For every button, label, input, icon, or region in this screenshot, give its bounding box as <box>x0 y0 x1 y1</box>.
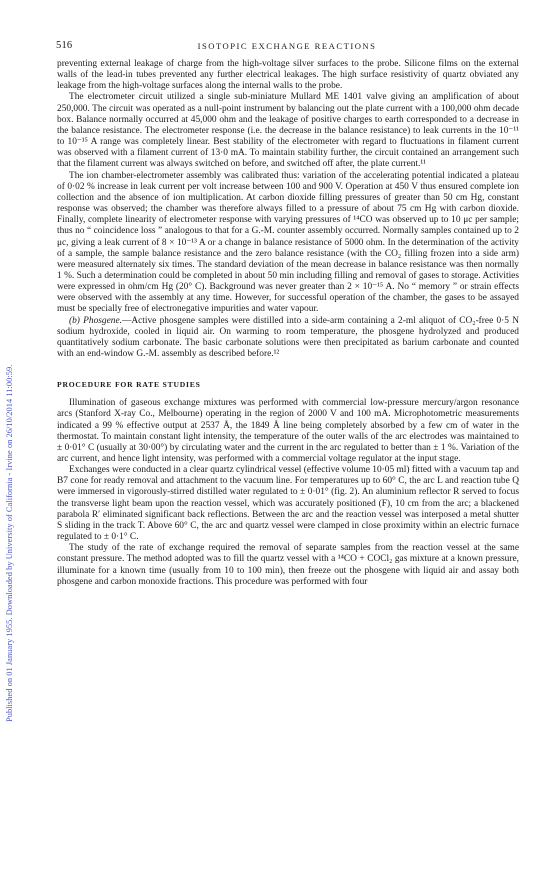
paragraph-illumination: Illumination of gaseous exchange mixtures was performed with commercial low-pressure mercury/argon resonance arcs (Stanford X-ray Co., Melbourne) operating in the region of 2000 V and 100 mA. Microphotometric measurements indicated a 99 % effective output at 2537 Å, the 1849 Å line being completely absorbed by a few cm of water in the thermostat. To maintain constant light intensity, the temperature of the outer walls of the arc electrodes was maintained to ± 0·01° C (usually at 30·00°) by circulating water and the current in the arc regulated to better than ± 1 %. Variation of the arc current, and hence light intensity, was performed with a commercial voltage regulator at the input stage. <box>57 398 519 464</box>
running-header <box>56 39 518 53</box>
download-watermark: Published on 01 January 1955. Downloaded by University of California - Irvine on 26/10/2014 11:00:59. <box>5 364 14 722</box>
page-number: 516 <box>56 40 73 51</box>
paragraph-exchange-vessel: Exchanges were conducted in a clear quartz cylindrical vessel (effective volume 10·05 ml) fitted with a vacuum tap and B7 cone for ready removal and attachment to the vacuum line. For temperatures up to 60° C, the arc L and reaction tube Q were immersed in vigorously-stirred distilled water regulated to ± 0·01° (fig. 2). An aluminium reflector R served to focus the transverse light beam upon the reaction vessel, which was accurately positioned (F), 10 cm from the arc; a blackened parabola R′ eliminated significant back reflections. Between the arc and the reaction vessel was interposed a metal shutter S sliding in the track T. Above 60° C, the arc and quartz vessel were clamped in close proximity within an electric furnace regulated to ± 0·1° C. <box>57 465 519 543</box>
paragraph-phosgene <box>57 316 519 361</box>
running-title: ISOTOPIC EXCHANGE REACTIONS <box>197 41 377 51</box>
phosgene-label: (b) Phosgene. <box>69 315 122 326</box>
paragraph-leakage: preventing external leakage of charge from the high-voltage silver surfaces to the probe. Silicone films on the external walls of the lead-in tubes prevented any further electrical leakages. The high surface resistivity of quartz obviated any leakage from the high-voltage surfaces along the internal walls to the probe. <box>57 59 519 92</box>
paragraph-rate-study: The study of the rate of exchange required the removal of separate samples from the reaction vessel at the same constant pressure. The method adopted was to fill the quartz vessel with a ¹⁴CO + COCl₂ gas mixture at a known pressure, illuminate for a known time (usually from 10 to 100 min), then freeze out the phosgene with liquid air and assay both phosgene and carbon monoxide fractions. This procedure was performed with four <box>57 543 519 587</box>
section-heading: PROCEDURE FOR RATE STUDIES <box>57 380 201 390</box>
phosgene-text: —Active phosgene samples were distilled into a side-arm containing a 2-ml aliquot of CO₂-free 0·5 N sodium hydroxide, cooled in liquid air. On warming to room temperature, the phosgene hydrolyzed and produced quantitatively sodium carbonate. The basic carbonate solutions were then precipitated as barium carbonate and counted with an end-window G.-M. assembly as described before.¹² <box>57 315 519 360</box>
paragraph-electrometer-circuit: The electrometer circuit utilized a single sub-miniature Mullard ME 1401 valve giving an amplification of about 250,000. The circuit was operated as a null-point instrument by balancing out the plate current with a 100,000 ohm decade box. Balance normally occurred at 45,000 ohm and the leakage of positive charges to earth corresponded to a decrease in the balance resistance. The electrometer response (i.e. the decrease in the balance resistance) to leak currents in the 10⁻¹¹ to 10⁻¹⁵ A range was completely linear. Best stability of the electrometer with regard to fluctuations in filament current was observed with a filament current of 13·0 mA. To maintain stability further, the circuit contained an arrangement such that the filament current was always switched on before, and switched off after, the plate current.¹¹ <box>57 92 519 170</box>
paragraph-calibration: The ion chamber-electrometer assembly was calibrated thus: variation of the accelerating potential indicated a plateau of 0·02 % increase in leak current per volt increase between 100 and 900 V. Operation at 450 V thus ensured complete ion collection and the absence of ion multiplication. At carbon dioxide filling pressures of greater than 50 cm Hg, constant response was observed; the chamber was therefore always filled to a pressure of about 75 cm Hg with carbon dioxide. Finally, complete linearity of electrometer response with varying pressures of ¹⁴CO was observed up to 10 μc per sample; thus no “ coincidence loss ” analogous to that for a G.-M. counter assembly occurred. Normally samples contained up to 2 μc, giving a leak current of 8 × 10⁻¹³ A or a change in balance resistance of 5000 ohm. In the determination of the activity of a sample, the sample balance resistance and the zero balance resistance (with the CO₂ filling frozen into a side arm) were measured alternately six times. The standard deviation of the mean decrease in balance resistance was then normally 1 %. Such a determination could be completed in about 50 min including filling and removal of gases to storage. Activities were expressed in ohm/cm Hg (20° C). Background was never greater than 2 × 10⁻¹⁵ A. No “ memory ” or strain effects were observed with the assembly at any time. However, for successful operation of the chamber, the gases to be assayed must be specially free of electronegative impurities and water vapour. <box>57 170 519 315</box>
article-body <box>57 59 519 588</box>
